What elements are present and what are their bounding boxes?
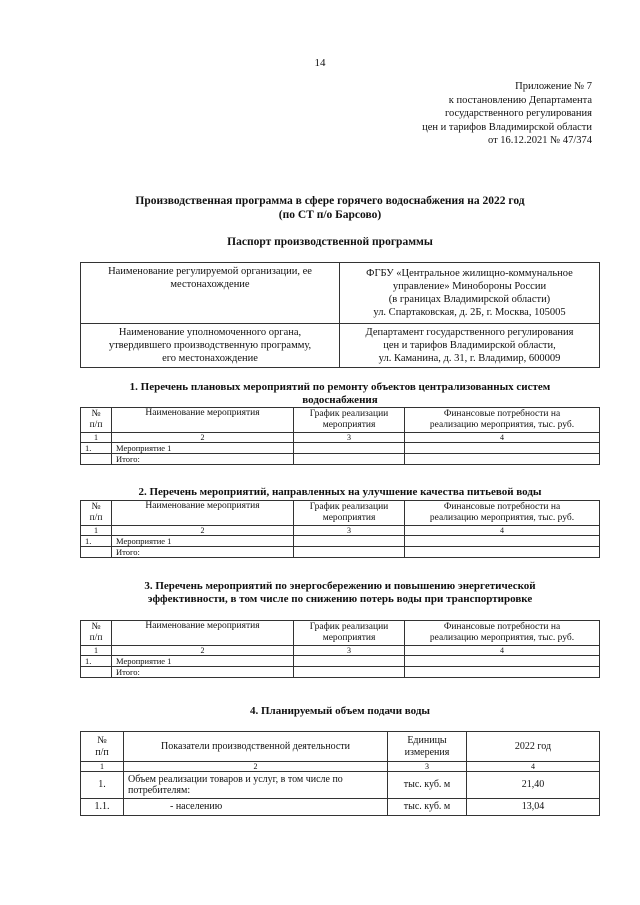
- passport-value: [340, 263, 600, 324]
- title-line: (по СТ п/о Барсово): [278, 209, 382, 221]
- empty-cell: [405, 656, 600, 667]
- table-row: [81, 772, 600, 799]
- appendix-line: государственного регулирования: [444, 108, 592, 119]
- appendix-line: цен и тарифов Владимирской области: [422, 121, 592, 133]
- table-row: [81, 263, 600, 324]
- col-number: 4: [405, 433, 600, 443]
- col-number: 1: [81, 433, 112, 443]
- header-name: Наименование мероприятия: [112, 408, 294, 433]
- col-number: 1: [81, 526, 112, 536]
- header-finance: Финансовые потребности на реализацию мероприятия, тыс. руб.: [405, 621, 600, 646]
- passport-label: [81, 263, 340, 324]
- row-indicator: Объем реализации товаров и услуг, в том числе по потребителям:: [124, 772, 388, 799]
- cell-line: (в границах Владимирской области): [388, 294, 551, 305]
- cell-line: ул. Каманина, д. 31, г. Владимир, 600009: [378, 353, 561, 364]
- section-1-heading: [60, 381, 620, 407]
- header-unit: Единицы измерения: [388, 732, 467, 762]
- row-name: Мероприятие 1: [112, 443, 294, 454]
- row-num: 1.: [81, 443, 112, 454]
- empty-cell: [405, 547, 600, 558]
- header-year: 2022 год: [467, 732, 600, 762]
- empty-cell: [294, 536, 405, 547]
- table-row: [81, 526, 600, 536]
- col-number: 1: [81, 646, 112, 656]
- row-num: 1.: [81, 656, 112, 667]
- col-number: 3: [388, 762, 467, 772]
- section-4-table: [80, 731, 600, 816]
- table-row: [81, 667, 600, 678]
- header-name: Наименование мероприятия: [112, 621, 294, 646]
- header-num: № п/п: [81, 732, 124, 762]
- row-name: Мероприятие 1: [112, 536, 294, 547]
- table-header-row: [81, 408, 600, 433]
- row-num: 1.: [81, 772, 124, 799]
- section-3-table: [80, 620, 600, 678]
- passport-title: Паспорт производственной программы: [227, 236, 433, 248]
- passport-table: [80, 262, 600, 368]
- empty-cell: [405, 454, 600, 465]
- col-number: 4: [467, 762, 600, 772]
- header-finance: Финансовые потребности на реализацию мероприятия, тыс. руб.: [405, 408, 600, 433]
- col-number: 3: [294, 526, 405, 536]
- row-unit: тыс. куб. м: [388, 799, 467, 816]
- empty-cell: [405, 536, 600, 547]
- header-schedule: График реализации мероприятия: [294, 621, 405, 646]
- cell-line: утвердившего производственную программу,: [108, 340, 312, 351]
- header-num: № п/п: [81, 408, 112, 433]
- empty-cell: [294, 547, 405, 558]
- section-2-heading: [60, 486, 620, 499]
- heading-line: 3. Перечень мероприятий по энергосбережению и повышению энергетической: [144, 580, 536, 592]
- col-number: 3: [294, 646, 405, 656]
- empty-cell: [81, 454, 112, 465]
- cell-line: Департамент государственного регулирования: [365, 327, 574, 338]
- appendix-header: [332, 80, 592, 148]
- col-number: 4: [405, 646, 600, 656]
- table-header-row: [81, 732, 600, 762]
- cell-line: цен и тарифов Владимирской области,: [383, 340, 556, 351]
- row-num: 1.1.: [81, 799, 124, 816]
- cell-line: Наименование уполномоченного органа,: [118, 327, 302, 338]
- table-header-row: [81, 621, 600, 646]
- cell-text: Наименование регулируемой организации, ее местонахождение: [108, 266, 312, 290]
- table-header-row: [81, 501, 600, 526]
- section-3-heading: [60, 580, 620, 606]
- header-schedule: График реализации мероприятия: [294, 501, 405, 526]
- col-number: 2: [124, 762, 388, 772]
- empty-cell: [81, 547, 112, 558]
- col-number: 3: [294, 433, 405, 443]
- empty-cell: [405, 667, 600, 678]
- heading-line: водоснабжения: [302, 394, 378, 406]
- page-number: 14: [314, 57, 326, 69]
- empty-cell: [294, 667, 405, 678]
- table-row: [81, 433, 600, 443]
- heading-line: эффективности, в том числе по снижению потерь воды при транспортировке: [147, 593, 533, 605]
- row-value: 13,04: [467, 799, 600, 816]
- cell-line: ул. Спартаковская, д. 2Б, г. Москва, 105005: [373, 307, 566, 318]
- row-unit: тыс. куб. м: [388, 772, 467, 799]
- header-finance: Финансовые потребности на реализацию мероприятия, тыс. руб.: [405, 501, 600, 526]
- table-row: [81, 536, 600, 547]
- table-row: [81, 646, 600, 656]
- header-num: № п/п: [81, 621, 112, 646]
- table-row: [81, 547, 600, 558]
- empty-cell: [405, 443, 600, 454]
- heading-line: 2. Перечень мероприятий, направленных на улучшение качества питьевой воды: [138, 486, 542, 498]
- col-number: 4: [405, 526, 600, 536]
- table-row: [81, 762, 600, 772]
- appendix-line: Приложение № 7: [515, 81, 592, 92]
- appendix-line: от 16.12.2021 № 47/374: [487, 135, 592, 146]
- empty-cell: [294, 656, 405, 667]
- empty-cell: [294, 454, 405, 465]
- col-number: 2: [112, 646, 294, 656]
- row-indicator: - населению: [124, 799, 388, 816]
- cell-line: управление» Минобороны России: [392, 281, 547, 292]
- row-total: Итого:: [112, 667, 294, 678]
- row-name: Мероприятие 1: [112, 656, 294, 667]
- passport-label: [81, 324, 340, 368]
- col-number: 1: [81, 762, 124, 772]
- table-row: [81, 324, 600, 368]
- table-row: [81, 656, 600, 667]
- col-number: 2: [112, 433, 294, 443]
- header-num: № п/п: [81, 501, 112, 526]
- table-row: [81, 454, 600, 465]
- section-4-heading: 4. Планируемый объем подачи воды: [250, 705, 430, 717]
- section-2-table: [80, 500, 600, 558]
- title-line: Производственная программа в сфере горячего водоснабжения на 2022 год: [135, 195, 525, 207]
- appendix-line: к постановлению Департамента: [448, 94, 592, 106]
- table-row: [81, 443, 600, 454]
- header-schedule: График реализации мероприятия: [294, 408, 405, 433]
- row-total: Итого:: [112, 547, 294, 558]
- header-name: Наименование мероприятия: [112, 501, 294, 526]
- col-number: 2: [112, 526, 294, 536]
- table-row: [81, 799, 600, 816]
- row-value: 21,40: [467, 772, 600, 799]
- heading-line: 1. Перечень плановых мероприятий по ремонту объектов централизованных систем: [129, 381, 551, 393]
- section-1-table: [80, 407, 600, 465]
- row-total: Итого:: [112, 454, 294, 465]
- empty-cell: [294, 443, 405, 454]
- passport-value: [340, 324, 600, 368]
- row-num: 1.: [81, 536, 112, 547]
- document-title: [60, 194, 600, 222]
- empty-cell: [81, 667, 112, 678]
- header-indicator: Показатели производственной деятельности: [124, 732, 388, 762]
- cell-line: ФГБУ «Центральное жилищно-коммунальное: [366, 268, 573, 279]
- cell-line: его местонахождение: [162, 353, 258, 364]
